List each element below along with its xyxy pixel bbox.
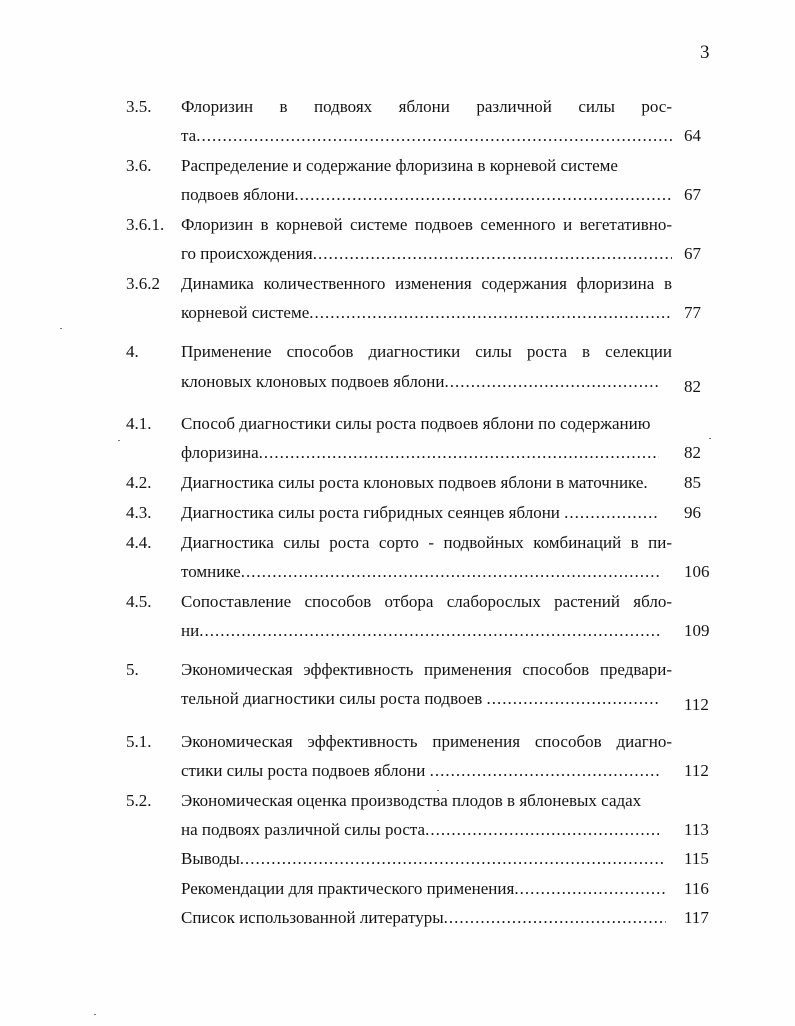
toc-entry-title-line2 xyxy=(181,185,672,205)
toc-entry-title-line1: Способ диагностики силы роста подвоев яблони по содержанию xyxy=(181,414,651,433)
toc-entry-title-text: стики силы роста подвоев яблони xyxy=(181,761,426,780)
toc-entry-page: 106 xyxy=(684,562,710,581)
toc-entry-page: 112 xyxy=(684,695,709,714)
toc-entry-title-text: ни xyxy=(181,621,200,640)
toc-entry-page: 115 xyxy=(684,849,709,868)
toc-entry-page: 77 xyxy=(684,303,701,322)
toc-entry-number: 3.6.2 xyxy=(126,274,160,293)
toc-entry-title-text: Выводы xyxy=(181,849,240,868)
scan-speck xyxy=(709,438,711,439)
toc-entry-page: 96 xyxy=(684,503,701,522)
toc-entry-number: 4.4. xyxy=(126,533,152,552)
toc-entry-page: 82 xyxy=(684,443,701,462)
toc-entry-number: 5.1. xyxy=(126,732,152,751)
toc-entry-page: 112 xyxy=(684,761,709,780)
toc-entry-title-text: Диагностика силы роста гибридных сеянцев яблони xyxy=(181,503,560,522)
toc-entry-title-line2 xyxy=(181,126,672,146)
toc-entry-title-line2 xyxy=(181,372,661,392)
toc-entry-title-line2 xyxy=(181,244,672,264)
toc-entry-title-line2 xyxy=(181,443,659,463)
toc-entry-title-line1: Экономическая эффективность применения способов предвари- xyxy=(181,660,672,679)
toc-entry-title-text: на подвоях различной силы роста xyxy=(181,820,426,839)
toc-entry-title-text: го происхождения xyxy=(181,244,313,263)
scan-speck xyxy=(94,1014,96,1015)
toc-entry-title-line1: Диагностика силы роста клоновых подвоев яблони в маточнике. xyxy=(181,473,648,492)
scan-speck xyxy=(60,328,62,329)
page-number: 3 xyxy=(700,42,710,63)
toc-entry-title-line1: Динамика количественного изменения содержания флоризина в xyxy=(181,274,672,293)
toc-entry-title-line2 xyxy=(181,689,659,709)
toc-entry-title-line1 xyxy=(181,849,666,869)
toc-entry-page: 64 xyxy=(684,126,701,145)
toc-entry-title-line2 xyxy=(181,562,659,582)
toc-entry-number: 3.6.1. xyxy=(126,215,165,234)
toc-entry-page: 113 xyxy=(684,820,709,839)
toc-entry-title-line1: Сопоставление способов отбора слаборослых растений ябло- xyxy=(181,592,672,611)
toc-entry-page: 117 xyxy=(684,908,709,927)
toc-entry-number: 5. xyxy=(126,660,139,679)
toc-entry-title-line2 xyxy=(181,761,659,781)
toc-entry-title-line1: Диагностика силы роста сорто - подвойных комбинаций в пи- xyxy=(181,533,672,552)
toc-entry-number: 4.5. xyxy=(126,592,152,611)
scan-speck xyxy=(118,440,120,441)
toc-entry-page: 85 xyxy=(684,473,701,492)
toc-entry-number: 4. xyxy=(126,342,139,361)
toc-entry-title-text: томнике xyxy=(181,562,241,581)
toc-entry-number: 3.5. xyxy=(126,97,152,116)
toc-entry-title-line1 xyxy=(181,908,666,928)
toc-entry-title-text: Список использованной литературы xyxy=(181,908,444,927)
toc-entry-title-line1 xyxy=(181,503,659,523)
toc-entry-title-text: Рекомендации для практического применения xyxy=(181,879,515,898)
toc-entry-title-line2 xyxy=(181,621,661,641)
toc-entry-page: 67 xyxy=(684,185,701,204)
toc-entry-number: 4.2. xyxy=(126,473,152,492)
toc-entry-title-line1: Экономическая оценка производства плодов в яблоневых садах xyxy=(181,791,642,810)
toc-entry-title-line1: Применение способов диагностики силы роста в селекции xyxy=(181,342,672,361)
toc-entry-title-line2 xyxy=(181,820,659,840)
toc-entry-title-text: та xyxy=(181,126,197,145)
toc-entry-number: 4.3. xyxy=(126,503,152,522)
toc-entry-title-line1 xyxy=(181,879,666,899)
toc-entry-title-line1: Флоризин в подвоях яблони различной силы рос- xyxy=(181,97,672,116)
toc-entry-title-text: клоновых клоновых подвоев яблони xyxy=(181,372,445,391)
toc-entry-page: 82 xyxy=(684,377,701,396)
toc-entry-number: 5.2. xyxy=(126,791,152,810)
toc-entry-title-text: флоризина xyxy=(181,443,259,462)
toc-entry-number: 4.1. xyxy=(126,414,152,433)
toc-entry-title-line1: Экономическая эффективность применения способов диагно- xyxy=(181,732,672,751)
toc-entry-title-text: корневой системе xyxy=(181,303,310,322)
toc-entry-page: 67 xyxy=(684,244,701,263)
toc-entry-title-line1: Флоризин в корневой системе подвоев семенного и вегетативно- xyxy=(181,215,672,234)
toc-entry-title-text: подвоев яблони xyxy=(181,185,295,204)
toc-entry-number: 3.6. xyxy=(126,156,152,175)
toc-entry-title-line1: Распределение и содержание флоризина в корневой системе xyxy=(181,156,618,175)
toc-entry-page: 109 xyxy=(684,621,710,640)
toc-entry-title-line2 xyxy=(181,303,672,323)
scan-speck xyxy=(437,790,439,791)
toc-entry-title-text: тельной диагностики силы роста подвоев xyxy=(181,689,483,708)
toc-entry-page: 116 xyxy=(684,879,709,898)
